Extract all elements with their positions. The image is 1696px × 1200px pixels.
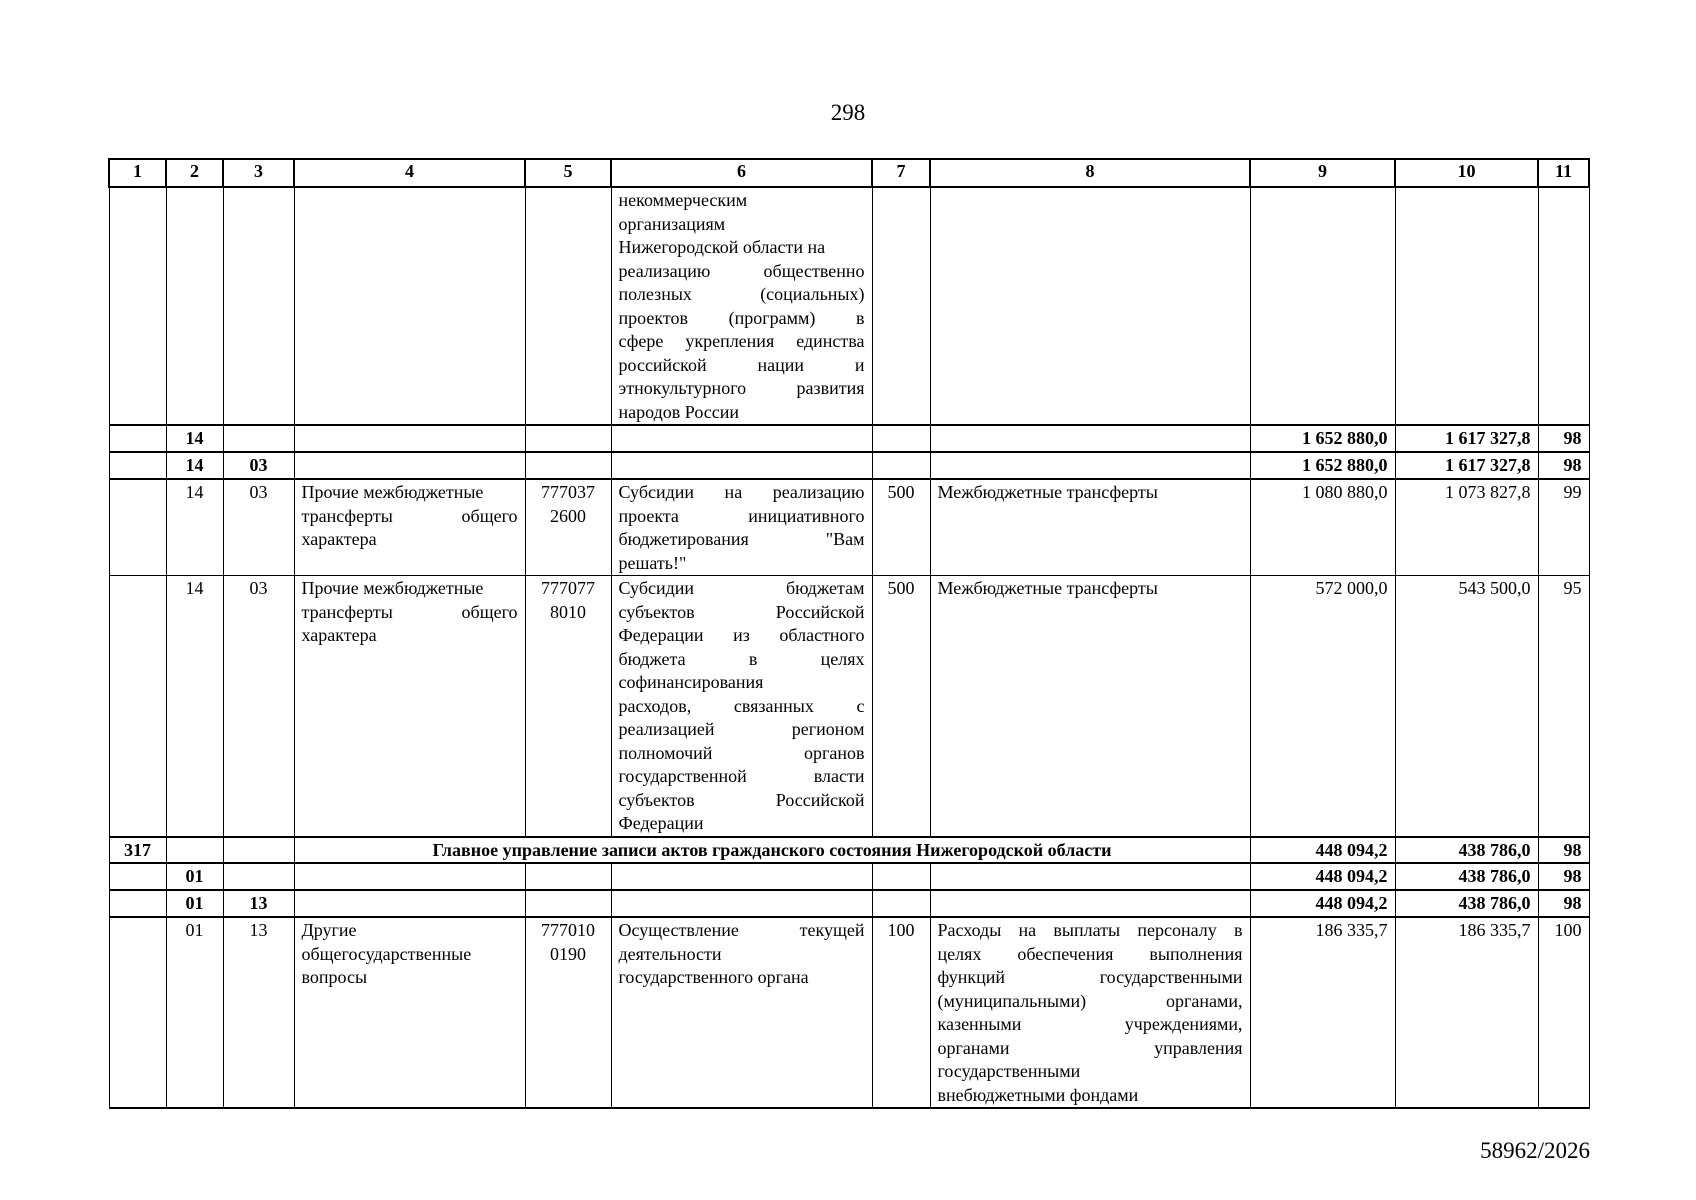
cell-description: некоммерческим организациям Нижегородской области на реализацию общественно полезных (социальных) проектов (программ) в сфере укрепления единства российской нации и этнокультурного развития народов России [611, 187, 872, 425]
header-col-6: 6 [611, 159, 872, 187]
cell-expense-type: 100 [872, 917, 930, 1108]
table-row-section-total [109, 425, 1589, 452]
cell-planned: 448 094,2 [1250, 863, 1395, 890]
cell-target-article: 777077 8010 [525, 576, 611, 837]
cell-section: 01 [166, 917, 223, 1108]
table-row-section-total [109, 863, 1589, 890]
table-row [109, 479, 1589, 576]
cell-subsection: 03 [223, 576, 294, 837]
cell-expense-type: 500 [872, 576, 930, 837]
cell-percent: 95 [1538, 576, 1589, 837]
cell-planned: 1 080 880,0 [1250, 479, 1395, 576]
cell-percent: 98 [1538, 837, 1589, 864]
cell-percent: 98 [1538, 425, 1589, 452]
table-row-subsection-total [109, 890, 1589, 917]
cell-percent: 99 [1538, 479, 1589, 576]
cell-section: 01 [166, 863, 223, 890]
table-row [109, 917, 1589, 1108]
cell-section-name: Прочие межбюджетные трансферты общего характера [294, 479, 525, 576]
cell-percent: 98 [1538, 863, 1589, 890]
cell-expense-type-name: Расходы на выплаты персоналу в целях обеспечения выполнения функций государственными (муниципальными) органами, казенными учреждениями, органами управления государственными внебюджетными фондами [930, 917, 1250, 1108]
cell-description: Субсидии бюджетам субъектов Российской Федерации из областного бюджета в целях софинансирования расходов, связанных с реализацией регионом полномочий органов государственной власти субъектов Российской Федерации [611, 576, 872, 837]
budget-table [108, 158, 1590, 1109]
cell-executed: 1 073 827,8 [1395, 479, 1538, 576]
cell-planned: 448 094,2 [1250, 837, 1395, 864]
cell-subsection: 13 [223, 917, 294, 1108]
header-col-11: 11 [1538, 159, 1589, 187]
cell-planned: 448 094,2 [1250, 890, 1395, 917]
cell-section-name: Прочие межбюджетные трансферты общего характера [294, 576, 525, 837]
header-col-5: 5 [525, 159, 611, 187]
cell-planned: 186 335,7 [1250, 917, 1395, 1108]
cell-executed: 1 617 327,8 [1395, 452, 1538, 479]
cell-expense-type: 500 [872, 479, 930, 576]
cell-executed: 186 335,7 [1395, 917, 1538, 1108]
cell-section: 14 [166, 479, 223, 576]
cell-agency-code: 317 [109, 837, 166, 864]
cell-section: 14 [166, 452, 223, 479]
header-col-7: 7 [872, 159, 930, 187]
cell-executed: 438 786,0 [1395, 890, 1538, 917]
cell-executed: 543 500,0 [1395, 576, 1538, 837]
table-row [109, 576, 1589, 837]
cell-description: Осуществление текущей деятельности государственного органа [611, 917, 872, 1108]
cell-executed: 1 617 327,8 [1395, 425, 1538, 452]
header-col-10: 10 [1395, 159, 1538, 187]
cell-section: 14 [166, 576, 223, 837]
cell-agency-name: Главное управление записи актов гражданского состояния Нижегородской области [294, 837, 1250, 864]
cell-percent: 100 [1538, 917, 1589, 1108]
document-number: 58962/2026 [1480, 1138, 1590, 1163]
header-col-1: 1 [109, 159, 166, 187]
cell-executed: 438 786,0 [1395, 837, 1538, 864]
table-row-continued [109, 187, 1589, 425]
cell-planned: 1 652 880,0 [1250, 425, 1395, 452]
cell-section-name: Другие общегосударственные вопросы [294, 917, 525, 1108]
page-number: 298 [830, 100, 866, 125]
cell-executed: 438 786,0 [1395, 863, 1538, 890]
header-col-4: 4 [294, 159, 525, 187]
cell-target-article: 777010 0190 [525, 917, 611, 1108]
header-col-3: 3 [223, 159, 294, 187]
header-col-8: 8 [930, 159, 1250, 187]
table-row-agency-total [109, 837, 1589, 864]
cell-expense-type-name: Межбюджетные трансферты [930, 479, 1250, 576]
cell-planned: 572 000,0 [1250, 576, 1395, 837]
cell-section: 01 [166, 890, 223, 917]
cell-subsection: 03 [223, 479, 294, 576]
cell-description: Субсидии на реализацию проекта инициативного бюджетирования "Вам решать!" [611, 479, 872, 576]
cell-subsection: 03 [223, 452, 294, 479]
header-col-2: 2 [166, 159, 223, 187]
cell-target-article: 777037 2600 [525, 479, 611, 576]
cell-expense-type-name: Межбюджетные трансферты [930, 576, 1250, 837]
table-row-subsection-total [109, 452, 1589, 479]
header-col-9: 9 [1250, 159, 1395, 187]
cell-percent: 98 [1538, 890, 1589, 917]
table-header-row [109, 159, 1589, 187]
cell-planned: 1 652 880,0 [1250, 452, 1395, 479]
cell-percent: 98 [1538, 452, 1589, 479]
cell-section: 14 [166, 425, 223, 452]
cell-subsection: 13 [223, 890, 294, 917]
